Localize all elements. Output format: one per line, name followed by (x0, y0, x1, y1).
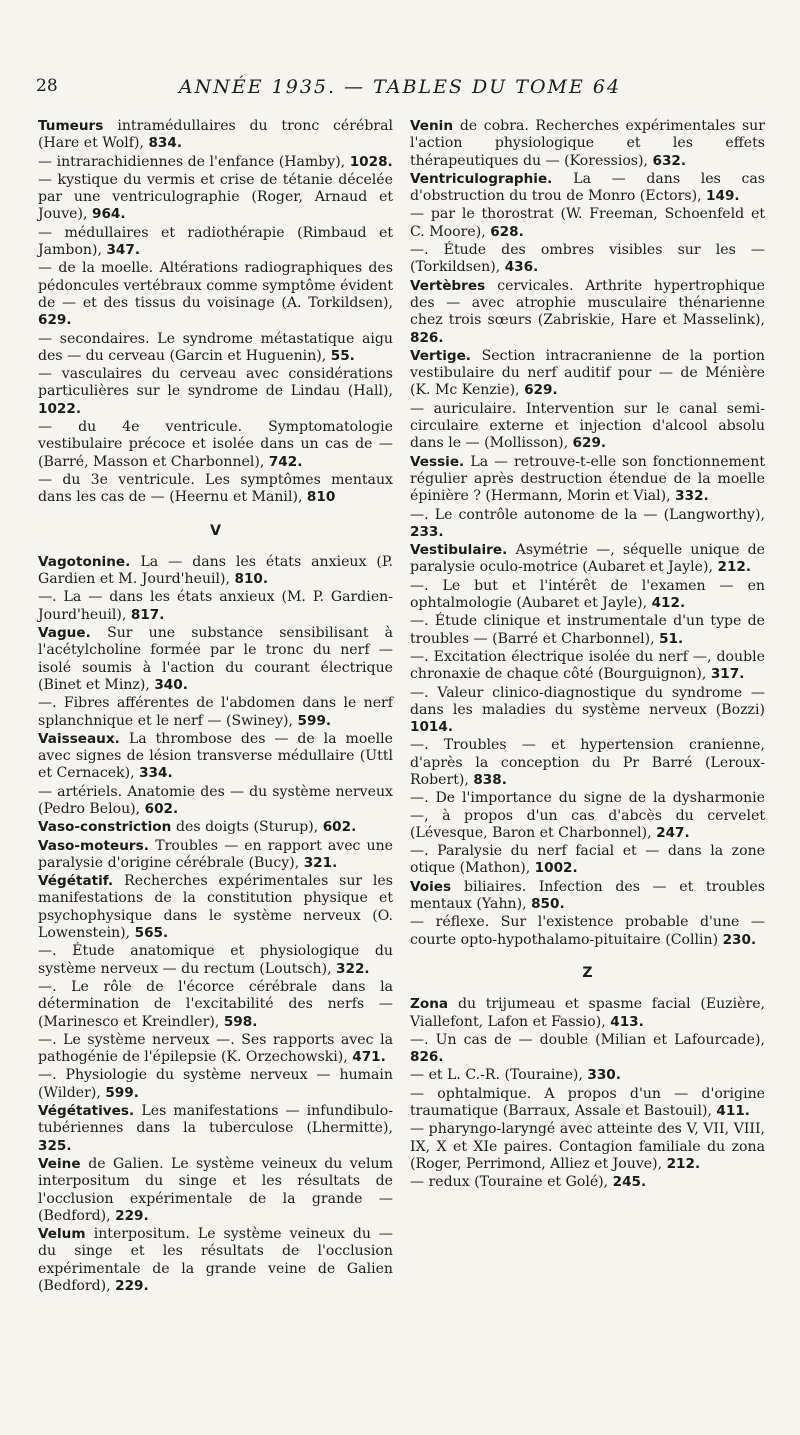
index-description: — vasculaires du cerveau avec considérations particulières sur le syndrome de Lindau (Hall), (38, 366, 393, 400)
index-term: Veine (38, 1155, 89, 1172)
index-entry (410, 278, 765, 347)
index-description: —. De l'importance du signe de la dysharmonie —, à propos d'un cas d'abcès du cervelet (Lévesque, Baron et Charbonnel), (410, 790, 765, 841)
index-page-ref: 411. (716, 1103, 750, 1120)
index-entry (38, 838, 393, 873)
index-page-ref: 1014. (410, 719, 453, 736)
index-term: Vaso-constriction (38, 819, 177, 836)
index-page-ref: 598. (223, 1013, 258, 1030)
index-entry (410, 649, 765, 684)
index-entry (38, 331, 393, 366)
index-description: — artériels. Anatomie des — du système nerveux (Pedro Belou), (38, 783, 393, 817)
index-term: Tumeurs (38, 118, 118, 134)
index-entry (38, 731, 393, 783)
index-description: —. La — dans les états anxieux (M. P. Gardien-Jourd'heuil), (38, 589, 393, 623)
index-page-ref: 628. (490, 223, 524, 240)
index-page-ref: 599. (105, 1084, 139, 1101)
index-description: Section intracranienne de la portion vestibulaire du nerf auditif pour — de Ménière (K. Mc Kenzie), (410, 347, 765, 399)
index-entry (410, 790, 765, 842)
index-page-ref: 322. (336, 960, 370, 977)
index-page-ref: 229. (115, 1278, 149, 1294)
index-description: — par le thorostrat (W. Freeman, Schoenfeld et C. Moore), (410, 206, 765, 240)
index-description: Recherches expérimentales sur les manifestations de la constitution physique et psychophysique dans le système nerveux (O. Lowenstein), (38, 873, 394, 942)
index-entry (410, 914, 765, 949)
index-description: — redux (Touraine et Golé), (410, 1174, 613, 1191)
index-term: Vessie. (410, 453, 471, 470)
index-description: Asymétrie —, séquelle unique de paralysie oculo-motrice (Aubaret et Jayle), (410, 542, 766, 576)
index-description: Sur une substance sensibilisant à l'acétylcholine formée par le tronc du nerf — isolé soumis à l'action du courant électrique (Binet et Minz), (38, 625, 393, 693)
index-description: — kystique du vermis et crise de tétanie décelée par une ventriculographie (Roger, Arnaud et Jouve), (38, 171, 393, 223)
index-entry (410, 1032, 765, 1067)
index-column-right (410, 118, 765, 1193)
index-entry (410, 118, 765, 170)
index-term: Végétatives. (38, 1103, 142, 1120)
index-entry (410, 613, 765, 648)
index-page-ref: 330. (587, 1067, 621, 1084)
index-page-ref: 964. (91, 206, 126, 223)
index-term: Zona (410, 996, 458, 1013)
index-entry (410, 206, 765, 241)
index-description: intramédullaires du tronc cérébral (Hare et Wolf), (38, 118, 394, 152)
index-entry (38, 1032, 393, 1067)
index-term: Végétatif. (38, 873, 125, 890)
index-page-ref: 325. (38, 1137, 72, 1154)
index-page-ref: 412. (651, 595, 686, 612)
index-page-ref: 317. (710, 666, 745, 683)
index-page-ref: 834. (148, 135, 182, 152)
index-page-ref: 245. (612, 1174, 647, 1191)
index-entry (410, 242, 765, 277)
index-entry (410, 1174, 765, 1191)
index-page-ref: 340. (154, 676, 188, 693)
index-description: — de la moelle. Altérations radiographiques des pédoncules vertébraux comme symptôme évident de — et des tissus du voisinage (A. Torkildsen), (38, 260, 393, 311)
index-page-ref: 436. (504, 259, 539, 276)
index-description: — réflexe. Sur l'existence probable d'une — courte opto-hypothalamo-pituitaire (Collin) (410, 914, 765, 948)
index-description: —. Physiologie du système nerveux — humain (Wilder), (38, 1067, 393, 1101)
index-entry (38, 554, 393, 589)
index-entry (410, 879, 765, 914)
section-letter: Z (582, 964, 593, 981)
index-page-ref: 742. (268, 453, 303, 470)
index-description: La — dans les cas d'obstruction du trou de Monro (Ectors), (410, 170, 766, 205)
index-entry (410, 685, 765, 737)
index-description: des doigts (Sturup), (176, 819, 323, 836)
index-description: —. Étude des ombres visibles sur les — (Torkildsen), (410, 242, 765, 276)
running-title: ANNÉE 1935. — TABLES DU TOME 64 (178, 76, 622, 98)
index-entry (38, 1156, 393, 1225)
index-term: Vaisseaux. (38, 730, 129, 747)
index-page-ref: 629. (38, 312, 72, 329)
section-letter: V (210, 522, 221, 539)
index-term: Ventriculographie. (410, 170, 574, 187)
index-page-ref: 247. (656, 824, 690, 841)
index-column-left (38, 118, 393, 1296)
index-entry (38, 118, 393, 153)
index-description: —. Un cas de — double (Milian et Lafourcade), (410, 1031, 765, 1048)
index-entry (38, 784, 393, 819)
index-page-ref: 1002. (534, 860, 578, 877)
index-page-ref: 347. (106, 242, 141, 259)
index-term: Vaso-moteurs. (38, 837, 156, 854)
index-page-ref: 599. (297, 712, 332, 729)
index-page-ref: 332. (675, 488, 709, 505)
index-page-ref: 229. (115, 1207, 149, 1224)
index-description: —. Paralysie du nerf facial et — dans la zone otique (Mathon), (410, 843, 765, 877)
index-page-ref: 565. (134, 925, 169, 942)
index-description: —. Fibres afférentes de l'abdomen dans le nerf splanchnique et le nerf — (Swiney), (38, 695, 393, 729)
index-page-ref: 212. (666, 1155, 701, 1172)
index-description: —. Troubles — et hypertension cranienne, d'après la conception du Pr Barré (Leroux-Robert), (410, 737, 765, 788)
index-description: — médullaires et radiothérapie (Rimbaud et Jambon), (38, 224, 393, 259)
index-entry (38, 873, 393, 942)
index-description: La — dans les états anxieux (P. Gardien et M. Jourd'heuil), (38, 553, 393, 588)
index-page-ref: 826. (410, 1049, 444, 1066)
index-description: — et L. C.-R. (Touraine), (410, 1067, 588, 1084)
index-entry (410, 1086, 765, 1121)
index-entry (38, 154, 393, 171)
index-description: —. Le contrôle autonome de la — (Langworthy), (410, 506, 765, 523)
index-description: —. Le système nerveux —. Ses rapports avec la pathogénie de l'épilepsie (K. Orzechowski), (38, 1031, 393, 1066)
index-description: —. Le but et l'intérêt de l'examen — en ophtalmologie (Aubaret et Jayle), (410, 577, 765, 612)
index-entry (410, 578, 765, 613)
index-page-ref: 321. (303, 854, 338, 871)
index-description: La thrombose des — de la moelle avec signes de lésion transverse médullaire (Uttl et Cernacek), (38, 730, 394, 782)
index-description: — du 3e ventricule. Les symptômes mentaux dans les cas de — (Heernu et Manil), (38, 471, 393, 506)
index-entry (38, 589, 393, 624)
index-description: Troubles — en rapport avec une paralysie d'origine cérébrale (Bucy), (38, 837, 393, 871)
index-entry (38, 943, 393, 978)
index-page-ref: 471. (352, 1049, 386, 1066)
index-entry (38, 1103, 393, 1155)
index-page-ref: 602. (322, 819, 357, 836)
index-entry (38, 172, 393, 224)
index-description: — secondaires. Le syndrome métastatique aigu des — du cerveau (Garcin et Huguenin), (38, 330, 393, 364)
index-description: —. Étude anatomique et physiologique du système nerveux — du rectum (Loutsch), (38, 943, 393, 977)
index-page-ref: 149. (706, 188, 740, 205)
index-page-ref: 810 (306, 489, 336, 506)
index-page-ref: 1028. (349, 153, 393, 170)
index-entry (410, 737, 765, 789)
index-entry (38, 819, 393, 836)
index-entry (38, 695, 393, 730)
index-description: — intrarachidiennes de l'enfance (Hamby), (38, 153, 350, 170)
index-entry (410, 348, 765, 400)
index-description: —. Excitation électrique isolée du nerf —, double chronaxie de chaque côté (Bourguignon), (410, 648, 765, 683)
index-term: Vertèbres (410, 277, 498, 294)
index-description: — pharyngo-laryngé avec atteinte des V, VII, VIII, IX, X et XIe paires. Contagion familiale du zona (Roger, Perrimond, Alliez et Jouve), (410, 1121, 765, 1172)
index-page-ref: 212. (717, 559, 752, 576)
index-page-ref: 602. (144, 800, 179, 817)
index-description: de cobra. Recherches expérimentales sur l'action physiologique et les effets thérapeutiques du — (Koressios), (410, 118, 765, 169)
index-page-ref: 826. (410, 329, 444, 346)
index-term: Vertige. (410, 347, 482, 364)
index-page-ref: 632. (652, 152, 687, 169)
index-description: du trijumeau et spasme facial (Euzière, Viallefont, Lafon et Fassio), (410, 996, 766, 1030)
index-entry (38, 625, 393, 694)
index-entry (410, 507, 765, 542)
index-entry (38, 1067, 393, 1102)
index-page-ref: 1022. (38, 400, 81, 417)
index-entry (410, 171, 765, 206)
index-description: de Galien. Le système veineux du velum interpositum du singe et les résultats de l'occlusion expérimentale de la grande — (Bedford), (38, 1155, 393, 1224)
index-page-ref: 810. (234, 571, 269, 588)
index-description: — ophtalmique. A propos d'un — d'origine traumatique (Barraux, Assale et Bastouil), (410, 1085, 765, 1120)
index-description: Les manifestations — infundibulo-tubériennes dans la tuberculose (Lhermitte), (38, 1103, 393, 1137)
index-description: cervicales. Arthrite hypertrophique des — avec atrophie musculaire thénarienne chez trois sœurs (Zabriskie, Hare et Masselink), (410, 277, 765, 329)
index-description: interpositum. Le système veineux du — du singe et les résultats de l'occlusion expérimentale de la grande veine de Galien (Bedford), (38, 1226, 393, 1294)
index-term: Vestibulaire. (410, 542, 516, 559)
index-page-ref: 629. (524, 382, 558, 399)
page-header (36, 76, 764, 102)
index-page-ref: 817. (130, 606, 165, 623)
index-entry (410, 1067, 765, 1084)
index-entry (38, 1226, 393, 1295)
index-description: —. Étude clinique et instrumentale d'un type de troubles — (Barré et Charbonnel), (410, 613, 765, 647)
index-entry (38, 419, 393, 471)
index-page-ref: 629. (572, 435, 607, 452)
index-term: Vague. (38, 625, 108, 642)
index-description: La — retrouve-t-elle son fonctionnement régulier après destruction étendue de la moelle épinière ? (Hermann, Morin et Vial), (410, 453, 765, 505)
index-entry (38, 260, 393, 329)
index-entry (410, 843, 765, 878)
index-page-ref: 413. (610, 1013, 644, 1030)
index-page-ref: 233. (410, 523, 444, 540)
index-page-ref: 230. (722, 931, 757, 948)
index-term: Velum (38, 1226, 94, 1243)
index-page-ref: 334. (139, 765, 173, 782)
page-number: 28 (36, 76, 58, 96)
index-description: — du 4e ventricule. Symptomatologie vestibulaire précoce et isolée dans un cas de — (Barré, Masson et Charbonnel), (38, 419, 393, 470)
index-page-ref: 838. (473, 771, 507, 788)
index-entry (38, 366, 393, 418)
index-entry (38, 472, 393, 507)
index-term: Voies (410, 878, 464, 895)
index-entry (410, 454, 765, 506)
index-entry (38, 979, 393, 1031)
index-description: — auriculaire. Intervention sur le canal semi-circulaire externe et injection d'alcool absolu dans le — (Mollisson), (410, 400, 765, 452)
index-entry (410, 542, 765, 577)
index-page-ref: 51. (659, 630, 684, 647)
index-entry (410, 401, 765, 453)
index-description: biliaires. Infection des — et troubles mentaux (Yahn), (410, 878, 765, 913)
index-term: Venin (410, 118, 460, 134)
index-page-ref: 55. (330, 347, 355, 364)
index-description: —. Valeur clinico-diagnostique du syndrome — dans les maladies du système nerveux (Bozzi) (410, 684, 765, 718)
index-entry (410, 996, 765, 1031)
index-page-ref: 850. (531, 896, 565, 913)
index-description: —. Le rôle de l'écorce cérébrale dans la détermination de l'excitabilité des nerfs — (Marinesco et Kreindler), (38, 978, 393, 1030)
index-term: Vagotonine. (38, 553, 141, 570)
index-entry (38, 225, 393, 260)
index-entry (410, 1121, 765, 1173)
